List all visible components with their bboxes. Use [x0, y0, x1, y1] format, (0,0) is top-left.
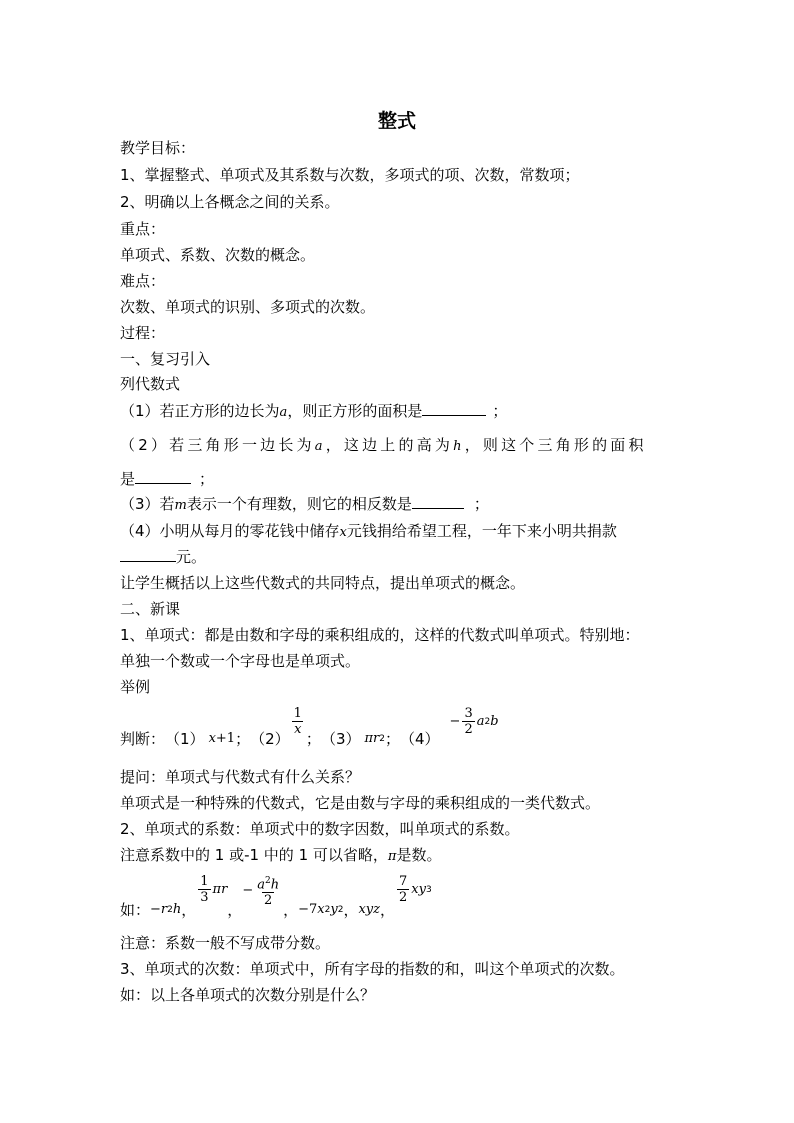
coefficient-note-end: 是数。 — [396, 846, 442, 864]
variable-x: x — [411, 881, 419, 897]
question-1 — [120, 401, 507, 423]
review-summary: 让学生概括以上这些代数式的共同特点，提出单项式的概念。 — [120, 574, 526, 592]
exponent: 2 — [484, 716, 491, 727]
question-2-prefix: （2）若三角形一边长为 — [120, 436, 315, 454]
question-4-variable: x — [339, 525, 347, 540]
fraction-denominator: x — [294, 722, 302, 737]
judge-line — [120, 706, 499, 754]
objective-item-1: 1、掌握整式、单项式及其系数与次数，多项式的项、次数，常数项； — [120, 166, 580, 184]
key-points-heading: 重点： — [120, 220, 166, 238]
fraction-denominator: 3 — [200, 890, 209, 905]
pi-symbol: π — [387, 849, 397, 864]
monomial-definition: 1、单项式：都是由数和字母的乘积组成的，这样的代数式叫单项式。特别地： — [120, 626, 640, 644]
coefficient-definition: 2、单项式的系数：单项式中的数字因数，叫单项式的系数。 — [120, 820, 520, 838]
question-4-continued — [120, 547, 206, 567]
example-4-coef: −7 — [298, 902, 318, 917]
judge-item-4-fraction — [462, 706, 474, 737]
variable-y: y — [418, 881, 426, 897]
variable-a: a — [257, 877, 265, 893]
process-heading: 过程： — [120, 324, 166, 342]
judge-item-4-number: （4） — [400, 730, 440, 748]
question-3 — [120, 494, 489, 516]
exponent: 2 — [337, 905, 344, 915]
separator: ， — [181, 901, 197, 919]
exponent: 2 — [264, 876, 271, 886]
fraction-denominator: 2 — [464, 722, 473, 737]
question-1-variable: a — [279, 405, 288, 420]
question-1-text: ，则正方形的面积是 — [287, 402, 423, 420]
question-4-prefix: （4）小明从每月的零花钱中储存 — [120, 522, 340, 540]
example-1-h: h — [172, 902, 182, 917]
separator: ， — [343, 901, 359, 919]
question-1-prefix: （1）若正方形的边长为 — [120, 402, 280, 420]
answer-blank — [135, 469, 191, 484]
separator: ， — [283, 901, 299, 919]
degree-question: 如：以上各单项式的次数分别是什么？ — [120, 986, 376, 1004]
separator: ； — [305, 730, 321, 748]
question-3-variable: m — [174, 498, 187, 513]
exponent: 2 — [167, 905, 173, 915]
example-6 — [395, 874, 432, 905]
degree-definition: 3、单项式的次数：单项式中，所有字母的指数的和，叫这个单项式的次数。 — [120, 960, 625, 978]
coefficient-note-text: 注意系数中的 1 或-1 中的 1 可以省略， — [120, 846, 388, 864]
variable-a: a — [476, 713, 485, 729]
difficulties-text: 次数、单项式的识别、多项式的次数。 — [120, 298, 376, 316]
exponent: 2 — [324, 905, 331, 915]
question-2-variable-h: h — [453, 439, 465, 454]
judge-item-1-var: x — [208, 731, 216, 746]
example-6-fraction — [397, 874, 409, 905]
question-3-text: 表示一个有理数，则它的相反数是 — [186, 495, 412, 513]
question-2-text: ，这边上的高为 — [325, 436, 454, 454]
variable-b: b — [490, 713, 499, 729]
variable-h: h — [270, 877, 280, 893]
question-2-text-end: ，则这个三角形的面积 — [464, 436, 647, 454]
answer-relationship: 单项式是一种特殊的代数式，它是由数与字母的乘积组成的一类代数式。 — [120, 794, 601, 812]
example-1: −r — [150, 902, 168, 917]
example-2-tail: πr — [212, 881, 228, 897]
separator: ， — [227, 901, 243, 919]
separator: ； — [235, 730, 251, 748]
objective-item-2: 2、明确以上各概念之间的关系。 — [120, 193, 340, 211]
exponent: 2 — [379, 734, 385, 744]
question-2-continued — [120, 469, 214, 489]
objectives-heading: 教学目标： — [120, 139, 196, 157]
answer-blank — [422, 401, 486, 416]
separator: ， — [380, 901, 396, 919]
example-label: 举例 — [120, 678, 151, 696]
review-subheading: 列代数式 — [120, 375, 181, 393]
exponent: 3 — [426, 884, 432, 895]
judge-label: 判断： — [120, 730, 166, 748]
fraction-denominator: 2 — [399, 890, 408, 905]
variable-x: x — [317, 902, 325, 917]
fraction-numerator: 7 — [399, 874, 408, 889]
question-1-end: ； — [492, 402, 508, 420]
minus-sign: − — [449, 713, 461, 729]
review-heading: 一、复习引入 — [120, 350, 211, 368]
question-4-cont-text: 元。 — [176, 548, 207, 566]
fraction-numerator — [255, 874, 281, 892]
question-3-end: ； — [473, 495, 489, 513]
example-2 — [196, 874, 227, 905]
fraction-numerator: 1 — [293, 706, 302, 721]
page-title: 整式 — [377, 110, 416, 132]
coefficient-note — [120, 845, 441, 867]
example-5: xyz — [358, 902, 380, 917]
fraction-numerator: 3 — [464, 706, 473, 721]
variable-y: y — [330, 902, 338, 917]
new-lesson-heading: 二、新课 — [120, 600, 181, 618]
coefficient-note-2: 注意：系数一般不写成带分数。 — [120, 934, 331, 952]
judge-item-1-rest: +1 — [215, 731, 236, 746]
judge-item-2-fraction — [292, 706, 304, 737]
question-2 — [120, 435, 647, 457]
judge-item-4-expr — [450, 706, 499, 737]
judge-item-2-number: （2） — [250, 730, 290, 748]
example-3 — [242, 874, 283, 908]
question-4-text: 元钱捐给希望工程，一年下来小明共捐款 — [346, 522, 617, 540]
key-points-text: 单项式、系数、次数的概念。 — [120, 246, 316, 264]
question-3-prefix: （3）若 — [120, 495, 175, 513]
fraction-numerator: 1 — [200, 874, 209, 889]
question-2-cont-text: 是 — [120, 470, 136, 488]
judge-item-3-number: （3） — [320, 730, 361, 748]
answer-blank — [412, 494, 464, 509]
fraction-denominator: 2 — [264, 893, 273, 909]
answer-blank — [120, 547, 176, 562]
difficulties-heading: 难点： — [120, 272, 166, 290]
judge-item-3-expr: πr — [364, 731, 380, 746]
example-3-fraction — [255, 874, 281, 908]
question-relationship: 提问：单项式与代数式有什么关系？ — [120, 768, 361, 786]
separator: ； — [384, 730, 400, 748]
judge-item-1-number: （1） — [165, 730, 205, 748]
question-4 — [120, 521, 617, 543]
question-2-end: ； — [199, 470, 215, 488]
question-2-variable-a: a — [314, 439, 326, 454]
minus-sign: − — [242, 883, 254, 899]
examples-label: 如： — [120, 901, 151, 919]
example-2-fraction — [198, 874, 210, 905]
coefficient-examples — [120, 874, 432, 920]
monomial-definition-cont: 单独一个数或一个字母也是单项式。 — [120, 652, 361, 670]
